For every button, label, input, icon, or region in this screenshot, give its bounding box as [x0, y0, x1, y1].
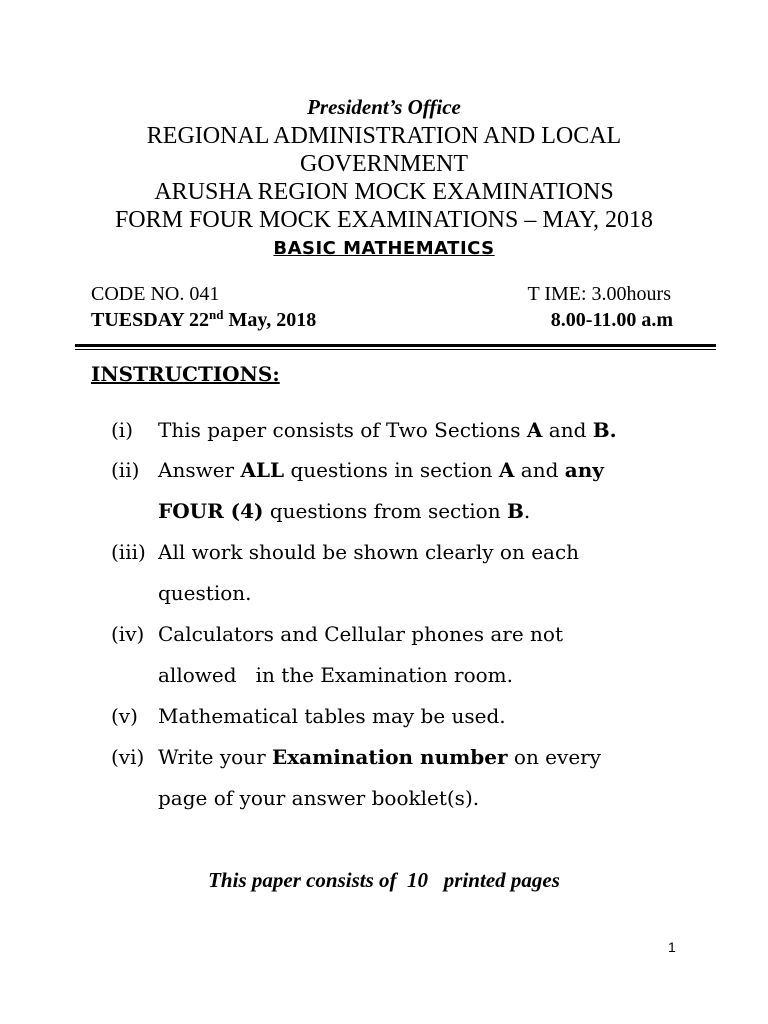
exam-date	[91, 309, 316, 332]
printed-pages-note: This paper consists of 10 printed pages	[208, 868, 560, 892]
instruction-text: Answer ALL questions in section A and any	[158, 458, 604, 482]
heading-line-1: REGIONAL ADMINISTRATION AND LOCAL	[146, 123, 622, 149]
instruction-text: FOUR (4) questions from section B.	[158, 499, 531, 523]
instruction-text: Write your Examination number on every	[158, 745, 602, 769]
page-number: 1	[668, 939, 676, 955]
office-title: President’s Office	[307, 95, 461, 119]
exam-date-suffix: nd	[209, 307, 224, 322]
code-number: CODE NO. 041	[91, 283, 220, 305]
instruction-number: (ii)	[111, 458, 140, 482]
instruction-text: Calculators and Cellular phones are not	[158, 622, 563, 646]
instruction-text: allowed in the Examination room.	[158, 663, 513, 687]
exam-hours: 8.00-11.00 a.m	[550, 309, 673, 331]
heading-line-4: FORM FOUR MOCK EXAMINATIONS – MAY, 2018	[114, 207, 654, 233]
instruction-number: (i)	[111, 418, 134, 442]
divider-thick	[75, 344, 716, 347]
instruction-text: This paper consists of Two Sections A and B.	[158, 418, 617, 442]
exam-date-month-year: May, 2018	[223, 309, 317, 331]
subject-title: BASIC MATHEMATICS	[273, 238, 495, 259]
heading-line-2: GOVERNMENT	[300, 151, 468, 177]
instruction-number: (iii)	[111, 540, 146, 564]
instruction-text: Mathematical tables may be used.	[158, 704, 506, 728]
instruction-number: (vi)	[111, 745, 145, 769]
instruction-text: question.	[158, 581, 252, 605]
heading-line-3: ARUSHA REGION MOCK EXAMINATIONS	[154, 179, 614, 205]
exam-date-day: TUESDAY 22	[91, 309, 209, 331]
divider-thin	[75, 349, 716, 350]
time-allowed: T IME: 3.00hours	[527, 283, 671, 305]
instruction-number: (v)	[111, 704, 138, 728]
instruction-text: All work should be shown clearly on each	[158, 540, 580, 564]
instruction-text: page of your answer booklet(s).	[158, 786, 480, 810]
instructions-title: INSTRUCTIONS:	[91, 362, 280, 386]
instruction-number: (iv)	[111, 622, 145, 646]
